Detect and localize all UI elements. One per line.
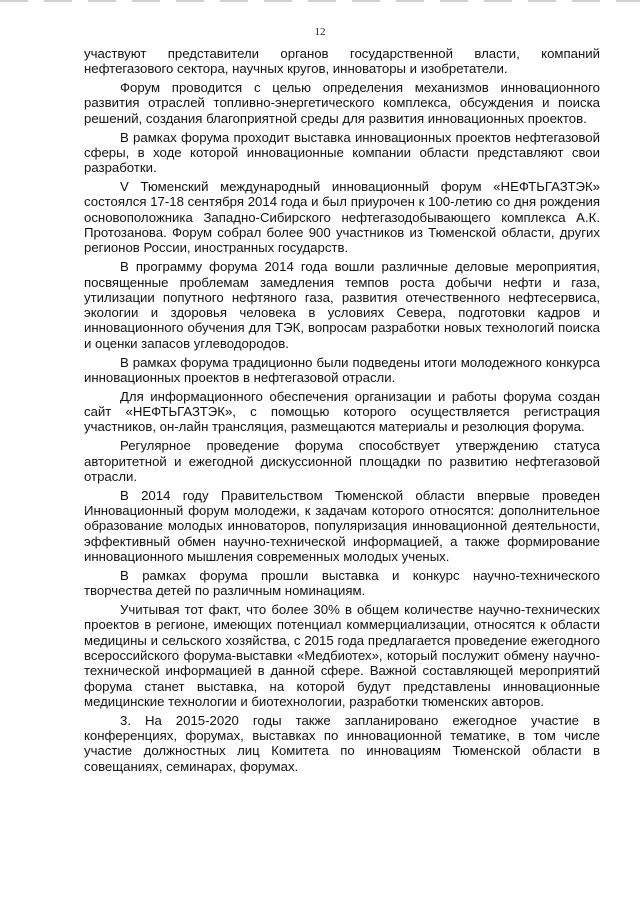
paragraph-children-creativity: В рамках форума прошли выставка и конкурс научно-технического творчества детей по различным номинациям. <box>84 567 600 599</box>
paragraph-participants: участвуют представители органов государственной власти, компаний нефтегазового сектора, научных кругов, инноваторы и изобретатели. <box>84 46 600 77</box>
page-number: 12 <box>314 26 326 38</box>
paragraph-youth-contest: В рамках форума традиционно были подведены итоги молодежного конкурса инновационных проектов в нефтегазовой отрасли. <box>84 354 600 385</box>
paragraph-regular-forum: Регулярное проведение форума способствует утверждению статуса авторитетной и ежегодной дискуссионной площадки по развитию нефтегазовой отрасли. <box>84 438 600 484</box>
paragraph-program-2014: В программу форума 2014 года вошли различные деловые мероприятия, посвященные проблемам замедления темпов роста добычи нефти и газа, утилизации попутного нефтяного газа, развития отечественного нефтесервиса, экологии и здоровья человека в условиях Севера, подготовки кадров и инновационного обучения для ТЭК, вопросам разработки новых технологий поиска и оценки запасов углеводородов. <box>84 259 600 351</box>
paragraph-forum-purpose: Форум проводится с целью определения механизмов инновационного развития отраслей топливно-энергетического комплекса, обсуждения и поиска решений, создания благоприятной среды для развития инновационных проектов. <box>84 80 600 126</box>
paragraph-youth-forum: В 2014 году Правительством Тюменской области впервые проведен Инновационный форум молодежи, к задачам которого относятся: дополнительное образование молодых инноваторов, популяризация инновационной деятельности, эффективный обмен научно-технической информацией, а также формирование инновационного мышления современных молодых ученых. <box>84 487 600 564</box>
paragraph-website: Для информационного обеспечения организации и работы форума создан сайт «НЕФТЬГАЗТЭК», с помощью которого осуществляется регистрация участников, он-лайн трансляция, размещаются материалы и резолюция форума. <box>84 388 600 435</box>
paragraph-medbiotech: Учитывая тот факт, что более 30% в общем количестве научно-технических проектов в регионе, имеющих потенциал коммерциализации, относятся к области медицины и сельского хозяйства, с 2015 года предлагается проведение ежегодного всероссийского форума-выставки «Медбиотех», который послужит обмену научно-технической информацией в данной сфере. Важной составляющей мероприятий форума станет выставка, на которой будут представлены инновационные медицинские технологии и биотехнологии, разработки тюменских авторов. <box>84 602 600 709</box>
paragraph-fifth-forum: V Тюменский международный инновационный форум «НЕФТЬГАЗТЭК» состоялся 17-18 сентября 2014 года и был приурочен к 100-летию со дня рождения основоположника Западно-Сибирского нефтегазодобывающего комплекса А.К. Протозанова. Форум собрал более 900 участников из Тюменской области, других регионов России, иностранных государств. <box>84 179 600 256</box>
top-scan-edge <box>0 0 640 2</box>
document-body <box>84 46 600 774</box>
paragraph-plan-2015-2020: 3. На 2015-2020 годы также запланировано ежегодное участие в конференциях, форумах, выставках по инновационной тематике, в том числе участие должностных лиц Комитета по инновациям Тюменской области в совещаниях, семинарах, форумах. <box>84 712 600 774</box>
paragraph-exhibition: В рамках форума проходит выставка инновационных проектов нефтегазовой сферы, в ходе которой инновационные компании области представляют свои разработки. <box>84 129 600 176</box>
